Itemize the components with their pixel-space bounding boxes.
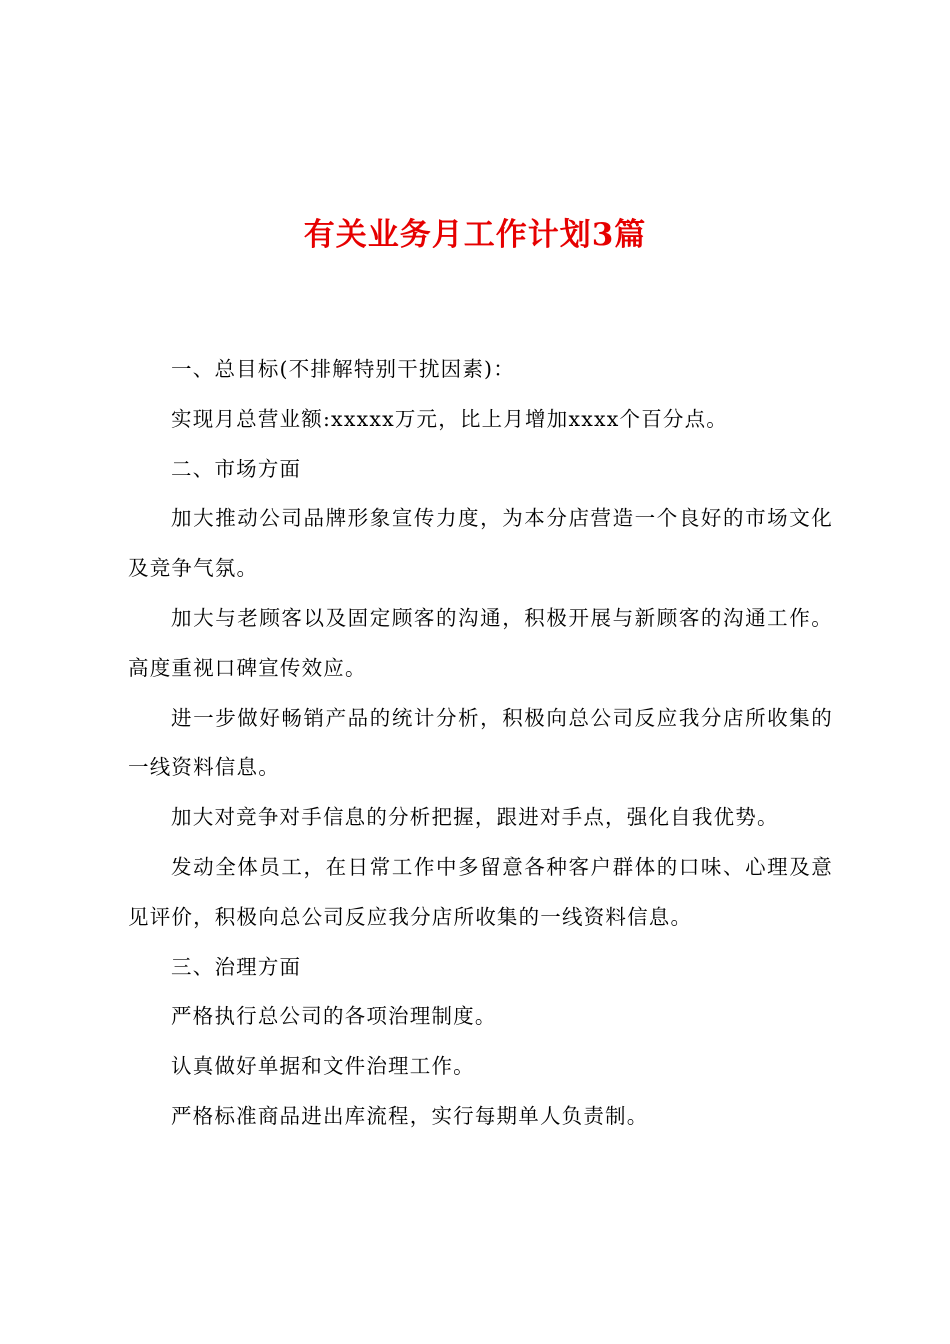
paragraph: 严格标准商品进出库流程，实行每期单人负责制。 (171, 1103, 649, 1128)
document-title: 有关业务月工作计划3篇 (303, 217, 647, 253)
section-heading-management: 三、治理方面 (171, 954, 302, 979)
paragraph: 加大对竞争对手信息的分析把握，跟进对手点，强化自我优势。 (171, 805, 779, 830)
paragraph: 认真做好单据和文件治理工作。 (171, 1054, 475, 1079)
paragraph: 进一步做好畅销产品的统计分析，积极向总公司反应我分店所收集的一线资料信息。 (128, 705, 833, 780)
paragraph: 实现月总营业额:xxxxx万元，比上月增加xxxx个百分点。 (171, 406, 729, 431)
document-body (128, 345, 833, 1142)
paragraph: 加大推动公司品牌形象宣传力度，为本分店营造一个良好的市场文化及竞争气氛。 (128, 506, 833, 581)
paragraph: 发动全体员工，在日常工作中多留意各种客户群体的口味、心理及意见评价，积极向总公司反应我分店所收集的一线资料信息。 (128, 854, 833, 929)
paragraph: 加大与老顾客以及固定顾客的沟通，积极开展与新顾客的沟通工作。高度重视口碑宣传效应。 (128, 605, 833, 680)
section-heading-market: 二、市场方面 (171, 456, 302, 481)
paragraph: 严格执行总公司的各项治理制度。 (171, 1004, 497, 1029)
section-heading-goal: 一、总目标(不排解特别干扰因素)： (171, 357, 515, 381)
